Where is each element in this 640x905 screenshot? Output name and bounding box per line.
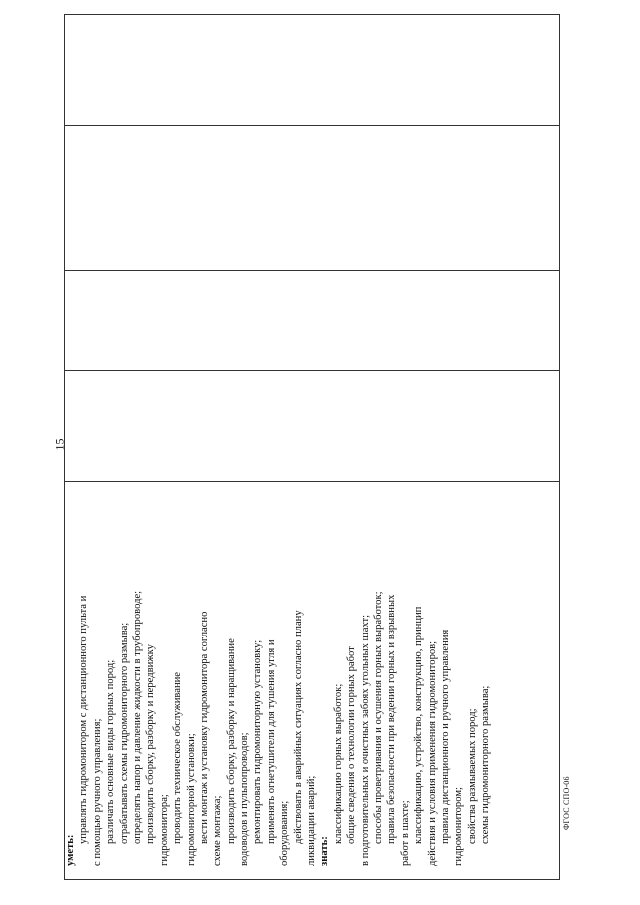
content-line: классификацию горных выработок; [332,683,344,844]
section-heading: уметь: [65,834,76,866]
content-line: гидромонитора; [158,794,170,866]
content-line: с помощью ручного управления; [91,718,103,866]
page-number: 15 [52,438,67,451]
content-line: ликвидации аварий; [306,775,318,866]
content-line: в подготовительных и очистных забоях угольных шахт; [359,614,371,866]
content-line: производить сборку, разборку и наращивание [225,638,237,844]
content-line: схеме монтажа; [212,795,224,866]
content-line: применять огнетушители для тушения угля и [265,639,277,844]
content-line: вести монтаж и установку гидромонитора согласно [198,611,210,844]
content-line: общие сведения о технологии горных работ [346,646,358,844]
content-line: схемы гидромониторного размыва; [480,685,492,844]
content-line: оборудования; [279,800,291,866]
content-line: производить сборку, разборку и передвижку [145,644,157,844]
content-line: гидромонитором; [453,787,465,866]
skills-knowledge-cell [64,480,520,880]
table-row-divider [65,125,559,126]
content-line: правила дистанционного и ручного управления [439,629,451,844]
section-heading: знать: [319,836,331,866]
content-line: определять напор и давление жидкости в трубопроводе; [131,590,143,844]
content-line: способы проветривания и осушения горных выработок; [372,591,384,844]
content-line: водоводов и пульпопроводов; [239,732,251,866]
content-line: действия и условия применения гидромониторов; [426,640,438,866]
footer-document-code: ФГОС СПО-06 [562,776,571,830]
content-line: управлять гидромонитором с дистанционного пульта и [78,595,90,844]
content-line: правила безопасности при ведении горных и взрывных [386,594,398,844]
content-line: гидромониторной установки; [185,733,197,866]
content-line: ремонтировать гидромониторную установку; [252,639,264,844]
content-line: проводить техническое обслуживание [172,672,184,844]
content-line: свойства размываемых пород; [466,708,478,844]
content-line: классификацию, устройство, конструкцию, принцип [413,606,425,844]
table-row-divider [65,370,559,371]
content-line: работ в шахте; [399,800,411,866]
content-line: различать основные виды горных пород; [105,659,117,844]
table-row-divider [65,270,559,271]
content-line: действовать в аварийных ситуациях согласно плану [292,610,304,844]
content-line: отрабатывать схемы гидромониторного размыва; [118,622,130,844]
